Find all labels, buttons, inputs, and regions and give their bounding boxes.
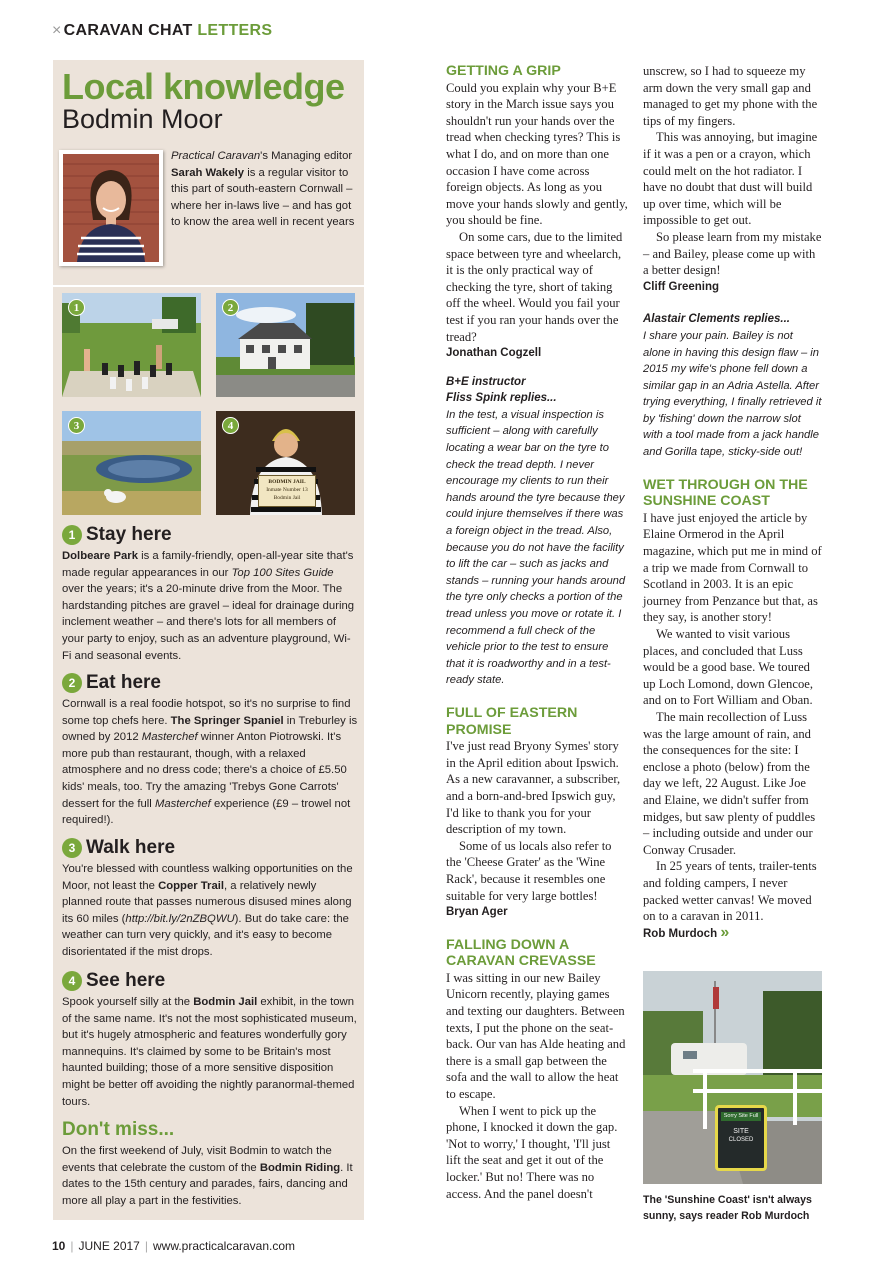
- jail-sign: [258, 475, 316, 507]
- reply-text: I share your pain. Bailey is not alone in having this design flaw – in 2015 my wife's phone fell down a similar gap in an Adria Astella. After trying everything, I finally retrieved it by 'fishing' down the narrow slot with a tool made from a jack handle and Gorilla tape, sticky-side out!: [643, 329, 822, 459]
- section-number: 3: [62, 838, 82, 858]
- intro-editor-name: Sarah Wakely: [171, 166, 245, 179]
- venue-name: Copper Trail: [158, 879, 225, 892]
- panel-title: Local knowledge: [62, 66, 345, 107]
- section-body: [62, 1143, 358, 1209]
- letter-paragraph: This was annoying, but imagine if it was a pen or a crayon, which could melt on the hot radiator. I have no doubt that dust will build up over time, which will be impossible to get out.: [643, 130, 818, 228]
- letter-getting-a-grip: [446, 63, 628, 689]
- letter-heading: FALLING DOWN A CARAVAN CREVASSE: [446, 936, 596, 970]
- letter-paragraph: So please learn from my mistake – and Bailey, please come up with a better design!: [643, 229, 822, 278]
- letter-paragraph: When I went to pick up the phone, I knocked it down the gap. 'Not to worry,' I thought, 'I'll just lift the seat and get it out of the locker.' But no! There was no access. And the panel doesn't: [446, 1103, 618, 1201]
- section-see-here: [62, 970, 358, 1110]
- sign-line: CLOSED: [728, 1137, 754, 1143]
- section-title: Eat here: [86, 672, 161, 693]
- section-text: winner Anton Piotrowski. It's more pub than restaurant, though, with a relaxed atmosphere and no dress code; there's a choice of £5.50 kids' meals, too. Try the amazing 'Trebys Gone Carrots' dessert for the full: [62, 731, 347, 810]
- venue-name: Dolbeare Park: [62, 550, 138, 562]
- letter-author: Cliff Greening: [643, 280, 720, 293]
- venue-name: The Springer Spaniel: [170, 714, 284, 727]
- photo-moor-dog: [62, 411, 201, 515]
- jail-sign-line: BODMIN JAIL: [268, 479, 306, 485]
- letter-paragraph: I was sitting in our new Bailey Unicorn recently, playing games and texting our daughters. Between texts, I put the phone on the seat-back. Our van has Alde heating and there is a small gap between the sofa and the wall to allow the heat to escape.: [446, 970, 626, 1102]
- jail-sign-line: Inmate Number 13: [266, 487, 308, 493]
- letter-author: Jonathan Cogzell: [446, 347, 542, 360]
- sign-line: Sorry Site Full: [721, 1112, 761, 1121]
- letter-heading: GETTING A GRIP: [446, 63, 561, 79]
- section-text: , a relatively newly planned route that passes numerous disused mines along its 60 miles (: [62, 879, 352, 925]
- reply-heading: B+E instructor: [446, 375, 526, 388]
- issue-date: JUNE 2017: [78, 1239, 140, 1253]
- reply-heading: Fliss Spink replies...: [446, 392, 557, 405]
- section-text: On the first weekend of July, visit Bodmin to watch the events that celebrate the custom of the: [62, 1145, 332, 1174]
- intro-text: is a regular visitor to this part of south-eastern Cornwall – where her in-laws live – and has got to know the area well in recent years: [171, 166, 355, 229]
- guide-title: Top 100 Sites Guide: [231, 566, 334, 579]
- website-link[interactable]: www.practicalcaravan.com: [152, 1239, 296, 1253]
- panel-intro: [171, 148, 359, 231]
- section-text: Spook yourself silly at the: [62, 996, 194, 1008]
- section-title: Stay here: [86, 524, 172, 545]
- letter-heading: FULL OF EASTERN PROMISE: [446, 704, 578, 738]
- footer-separator: |: [70, 1239, 74, 1253]
- venue-name: Bodmin Jail: [193, 996, 258, 1008]
- section-text: You're blessed with countless walking opportunities on the Moor, not least the: [62, 863, 353, 892]
- section-title: See here: [86, 970, 166, 991]
- photo-caption: The 'Sunshine Coast' isn't always sunny, says reader Rob Murdoch: [643, 1194, 812, 1222]
- section-title: Walk here: [86, 837, 176, 858]
- section-text: exhibit, in the town of the same name. It's not the most sophisticated museum, but it's hugely atmospheric and features wonderfully gory mannequins. It's claimed by some to be Britain's most haunted building; those of a more sensitive disposition might be better off avoiding the nightly paranormal-themed tours.: [62, 996, 357, 1108]
- sign-line: SITE: [733, 1128, 749, 1135]
- section-dont-miss: [62, 1119, 358, 1209]
- letters-column-1: [446, 63, 628, 1202]
- photo-number: 3: [68, 417, 85, 434]
- letter-paragraph: unscrew, so I had to squeeze my arm down the very small gap and managed to get my phone with the tips of my fingers.: [643, 64, 818, 128]
- intro-text: 's Managing editor: [260, 150, 353, 162]
- letter-paragraph: I've just read Bryony Symes' story in the April edition about Ipswich. As a new caravanner, a subscriber, and a born-and-bred Ipswich guy, I'd like to thank you for your description of my town.: [446, 739, 621, 837]
- section-body: [62, 696, 358, 829]
- running-header: [52, 22, 272, 40]
- dont-miss-title: Don't miss...: [62, 1119, 175, 1140]
- letter-author-name: Rob Murdoch: [643, 927, 718, 940]
- photo-farmhouse: [216, 293, 355, 397]
- jail-sign-line: Bodmin Jail: [273, 495, 301, 501]
- section-text: experience (£9 – trowel not required!).: [62, 797, 351, 827]
- site-full-sign: [715, 1105, 767, 1171]
- photo-number: 4: [222, 417, 239, 434]
- editor-portrait-image: [63, 154, 159, 262]
- section-text: is a family-friendly, open-all-year site that's made regular appearances in our: [62, 550, 354, 579]
- letter-paragraph: In 25 years of tents, trailer-tents and folding campers, I never packed wetter canvas! We moved on to a caravan in 2011.: [643, 859, 817, 924]
- photo-bodmin-jail: [216, 411, 355, 515]
- reader-photo-campsite: [643, 971, 822, 1184]
- letter-paragraph: We wanted to visit various places, and concluded that Luss would be a good base. We toured up Loch Lomond, down Glencoe, and on to Fort William and Oban.: [643, 627, 813, 708]
- section-number: 1: [62, 525, 82, 545]
- section-stay-here: [62, 524, 358, 664]
- letter-author: [643, 925, 823, 943]
- letter-paragraph: Could you explain why your B+E story in the March issue says you shouldn't run your hands over the tread when checking tyres? This is what I do, and on more than one occasion I have come across foreign objects. As long as you move your hands slowly and gently, you should be fine.: [446, 80, 628, 228]
- footer-separator: |: [144, 1239, 148, 1253]
- page-footer: [52, 1239, 295, 1253]
- letter-heading: WET THROUGH ON THE SUNSHINE COAST: [643, 476, 808, 510]
- letter-caravan-crevasse-continued: [643, 63, 823, 461]
- section-body: [62, 861, 358, 961]
- letter-eastern-promise: [446, 705, 628, 921]
- reply-text: In the test, a visual inspection is sufficient – along with carefully locating a wear bar on the tyre to check the tread depth. I never encourage my clients to run their hands around the tyre because they could injure themselves if there was a foreign object in the tread. Also, because you do not have the facility to lift the car – such as jacks and stands – running your hands around the tyre only checks a portion of the tread unless you move or rotate it. I recommend a full check of the vehicle prior to the test to ensure that it is roadworthy and in a test-ready state.: [446, 408, 626, 687]
- section-text: ). But do take care: the weather can turn very quickly, and it's easy to become disorientated if the mist drops.: [62, 912, 349, 958]
- section-walk-here: [62, 837, 358, 961]
- section-text: in Treburley is owned by 2012: [62, 714, 358, 744]
- show-title: Masterchef: [154, 797, 211, 810]
- trail-link[interactable]: http://bit.ly/2nZBQWU: [125, 912, 235, 925]
- header-subsection: LETTERS: [197, 22, 273, 39]
- panel-subtitle: Bodmin Moor: [62, 104, 223, 134]
- letter-paragraph: Some of us locals also refer to the 'Cheese Grater' as the 'Wine Rack', because it resembles one suitable for very large bottles!: [446, 838, 612, 903]
- header-mark-icon: ×: [52, 22, 62, 39]
- section-number: 2: [62, 673, 82, 693]
- section-eat-here: [62, 672, 358, 829]
- next-arrow-icon: »: [720, 923, 730, 941]
- photo-number: 2: [222, 299, 239, 316]
- letters-column-2: [643, 63, 823, 942]
- header-section: CARAVAN CHAT: [63, 22, 193, 39]
- letter-caravan-crevasse: [446, 937, 628, 1203]
- letter-sunshine-coast: [643, 477, 823, 943]
- event-name: Bodmin Riding: [259, 1161, 341, 1174]
- reply-heading: Alastair Clements replies...: [643, 313, 791, 326]
- section-text: . It dates to the 15th century and parades, fairs, dancing and more all play a part in the festivities.: [62, 1161, 353, 1207]
- section-text: over the years; it's a 20-minute drive from the Moor. The hardstanding pitches are gravel – ideal for drainage during inclement weather – and there's lots for all members of your party to enjoy, such as an adventure playground, Wi-Fi and seasonal events.: [62, 583, 355, 662]
- photo-number: 1: [68, 299, 85, 316]
- panel-divider: [53, 285, 364, 287]
- photo-chess: [62, 293, 201, 397]
- intro-publication: Practical Caravan: [171, 150, 261, 162]
- letter-paragraph: I have just enjoyed the article by Elaine Ormerod in the April magazine, which put me in mind of a trip we made from Cornwall to Scotland in 2003. It is an epic journey from Penzance but that, as they say, is another story!: [643, 510, 822, 625]
- section-body: [62, 548, 358, 664]
- editor-portrait: [59, 150, 163, 266]
- section-text: Cornwall is a real foodie hotspot, so it's no surprise to find some top chefs here.: [62, 698, 351, 727]
- show-title: Masterchef: [141, 731, 198, 744]
- page-number: 10: [52, 1239, 66, 1253]
- letter-author: Bryan Ager: [446, 906, 508, 919]
- section-number: 4: [62, 971, 82, 991]
- letter-paragraph: The main recollection of Luss was the large amount of rain, and the consequences for the site: I enclose a photo (below) from the day we left, 22 August. Like Joe and Elaine, we didn't suffer from midges, but saw plenty of puddles – including outside and under our Conway Crusader.: [643, 709, 816, 857]
- section-body: [62, 994, 358, 1110]
- letter-paragraph: On some cars, due to the limited space between tyre and wheelarch, it is the only practical way of checking the tyre, short of taking off the wheel. Would you fail your test if you ran your hands over the tread?: [446, 229, 623, 344]
